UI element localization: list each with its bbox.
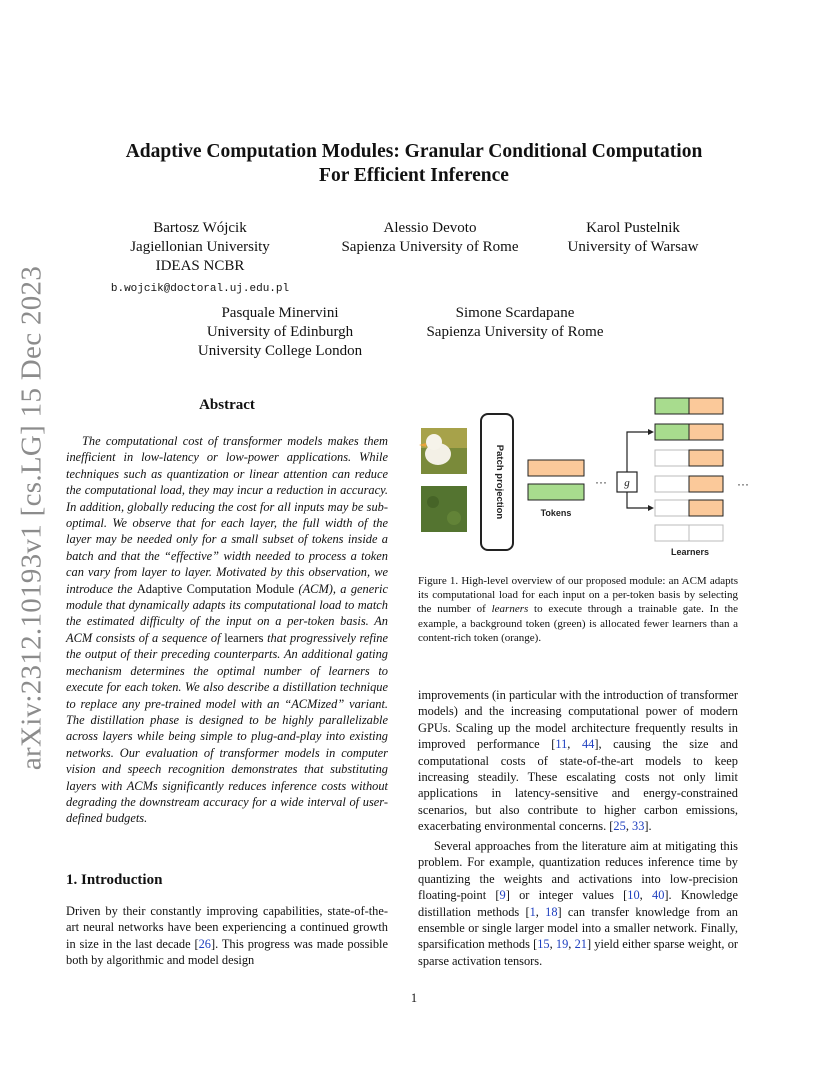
author-name: Simone Scardapane — [455, 305, 575, 321]
citation-link[interactable]: 25 — [613, 819, 626, 834]
caption-text: Figure 1. High-level overview of our proposed module: an ACM adapts its computational load for each input on a per-token basis by selecting the number of — [418, 575, 738, 616]
citation-link[interactable]: 21 — [574, 937, 587, 952]
citation-link[interactable]: 10 — [627, 888, 640, 903]
citation-link[interactable]: 40 — [652, 888, 665, 903]
figure-1 — [418, 392, 768, 562]
caption-term: learners — [491, 603, 529, 616]
abstract-text: that progressively refine the output of their preceding counterparts. An additional gating mechanism determines the optimal number of learners to execute for each token. We also describe a distillation technique to replace any pre-trained model with an “ACMized” variant. The distillation phase is designed to be highly parallelizable across layers while being simple to plug-and-play into existing networks. Our evaluation of transformer models in computer vision and speech recognition demonstrates that substituting layers with ACMs significantly reduces inference costs without degrading the downstream accuracy for a wide interval of user-defined budgets. — [66, 630, 388, 826]
token-green — [528, 484, 584, 500]
citation-link[interactable]: 18 — [545, 904, 558, 919]
patch-projection-label: Patch projection — [494, 444, 505, 520]
body-text: ], causing the size and computational costs of state-of-the-art models to keep increasing steadily. These escalating costs not only limit applications in latency-sensitive and energy-constrained scenarios, but also contribute to higher carbon emissions, exacerbating environmental concerns. [ — [418, 737, 738, 834]
body-text: Several approaches from the literature aim at mitigating this problem. For example, quantization reduces inference time by quantizing the weights and activations into low-precision floating-point [ — [418, 839, 738, 903]
body-text: , — [639, 888, 653, 903]
caption-text: to execute through a trainable gate. In the example, a background token (green) is allocated fewer learners than a content-rich token (orange). — [418, 603, 739, 644]
page-number: 1 — [410, 991, 418, 1005]
citation-link[interactable]: 19 — [555, 937, 569, 952]
token-orange — [528, 460, 584, 476]
body-text: , — [535, 904, 546, 919]
section-heading-introduction: 1. Introduction — [66, 872, 163, 888]
author-affiliation: University of Edinburgh — [206, 324, 354, 340]
body-text: improvements (in particular with the introduction of transformer models) and the increasing computational power of modern GPUs. Scaling up the model architecture frequently results in improved performance [ — [418, 688, 738, 752]
paper-title — [0, 140, 828, 188]
author-name: Bartosz Wójcik — [153, 220, 247, 236]
author-name: Pasquale Minervini — [221, 305, 339, 321]
abstract-term: Adaptive Computation Module — [136, 581, 295, 596]
author-block-4 — [170, 304, 390, 361]
learners-label: Learners — [670, 547, 710, 557]
title-line-2: For Efficient Inference — [319, 165, 509, 186]
body-text: ]. — [644, 819, 652, 834]
body-text: ] or integer values [ — [505, 888, 628, 903]
arxiv-stamp — [14, 265, 50, 771]
body-text: ]. Knowledge distillation methods [ — [418, 888, 738, 919]
abstract-heading: Abstract — [199, 397, 255, 413]
input-image-grass — [421, 486, 467, 532]
author-affiliation: IDEAS NCBR — [155, 258, 245, 274]
body-text: ] yield either sparse weight, or sparse activation tensors. — [418, 937, 739, 968]
author-block-1 — [90, 219, 310, 299]
author-affiliation: University of Warsaw — [567, 239, 699, 255]
intro-text: ]. This progress was made possible both by algorithmic and model design — [66, 936, 389, 968]
abstract-term: learners — [224, 630, 264, 645]
citation-link[interactable]: 9 — [499, 888, 506, 903]
author-block-5 — [405, 304, 625, 342]
intro-text: Driven by their constantly improving capabilities, state-of-the-art neural networks have been experiencing a continued growth in size in the last decade [ — [66, 904, 388, 951]
citation-link[interactable]: 15 — [537, 937, 550, 952]
gate-label: g — [624, 477, 630, 489]
ellipsis-left: ··· — [595, 475, 607, 489]
arxiv-stamp-text: arXiv:2312.10193v1 [cs.LG] 15 Dec 2023 — [15, 265, 48, 771]
body-text: , — [567, 737, 582, 752]
tokens-label: Tokens — [540, 508, 572, 518]
input-image-duck — [419, 428, 467, 474]
body-text: ] can transfer knowledge from an ensemble or single larger model into a smaller network. Finally, sparsification methods [ — [418, 904, 738, 952]
author-affiliation: Sapienza University of Rome — [341, 239, 519, 255]
author-affiliation: Sapienza University of Rome — [426, 324, 604, 340]
author-affiliation: Jagiellonian University — [130, 239, 270, 255]
body-text: , — [549, 937, 556, 952]
author-name: Karol Pustelnik — [586, 220, 680, 236]
abstract-body — [66, 433, 388, 827]
citation-link[interactable]: 1 — [529, 904, 536, 919]
body-text: , — [625, 819, 633, 834]
citation-link[interactable]: 26 — [198, 936, 211, 951]
author-block-3 — [543, 219, 723, 257]
author-block-2 — [320, 219, 540, 257]
intro-paragraph — [66, 903, 388, 969]
right-paragraph-1 — [418, 687, 738, 835]
body-text: , — [568, 937, 575, 952]
ellipsis-right: ··· — [737, 477, 749, 491]
abstract-text: The computational cost of transformer models makes them inefficient in low-latency or low-power applications. While techniques such as quantization or linear attention can reduce the computational load, they may incur a reduction in accuracy. In addition, globally reducing the cost for all inputs may be sub-optimal. We observe that for each layer, the full width of the layer may be needed only for a small subset of tokens inside a batch and that the “effective” width needed to process a token can vary from layer to layer. Motivated by this observation, we introduce the — [66, 434, 388, 596]
author-email[interactable]: b.wojcik@doctoral.uj.edu.pl — [110, 283, 290, 295]
gate-arrows — [627, 432, 650, 508]
right-paragraph-2 — [418, 838, 738, 969]
figure-1-caption — [418, 574, 738, 645]
learners-stack — [655, 398, 723, 541]
citation-link[interactable]: 44 — [581, 737, 595, 752]
title-line-1: Adaptive Computation Modules: Granular Conditional Computation — [125, 141, 703, 162]
citation-link[interactable]: 33 — [632, 819, 645, 834]
figure-1-diagram — [418, 392, 768, 562]
citation-link[interactable]: 11 — [555, 737, 568, 752]
abstract-text: (ACM), a generic module that dynamically adapts its computational load to match the estimated difficulty of the input on a per-token basis. An ACM consists of a sequence of — [66, 581, 388, 645]
author-name: Alessio Devoto — [383, 220, 477, 236]
author-affiliation: University College London — [197, 343, 363, 359]
